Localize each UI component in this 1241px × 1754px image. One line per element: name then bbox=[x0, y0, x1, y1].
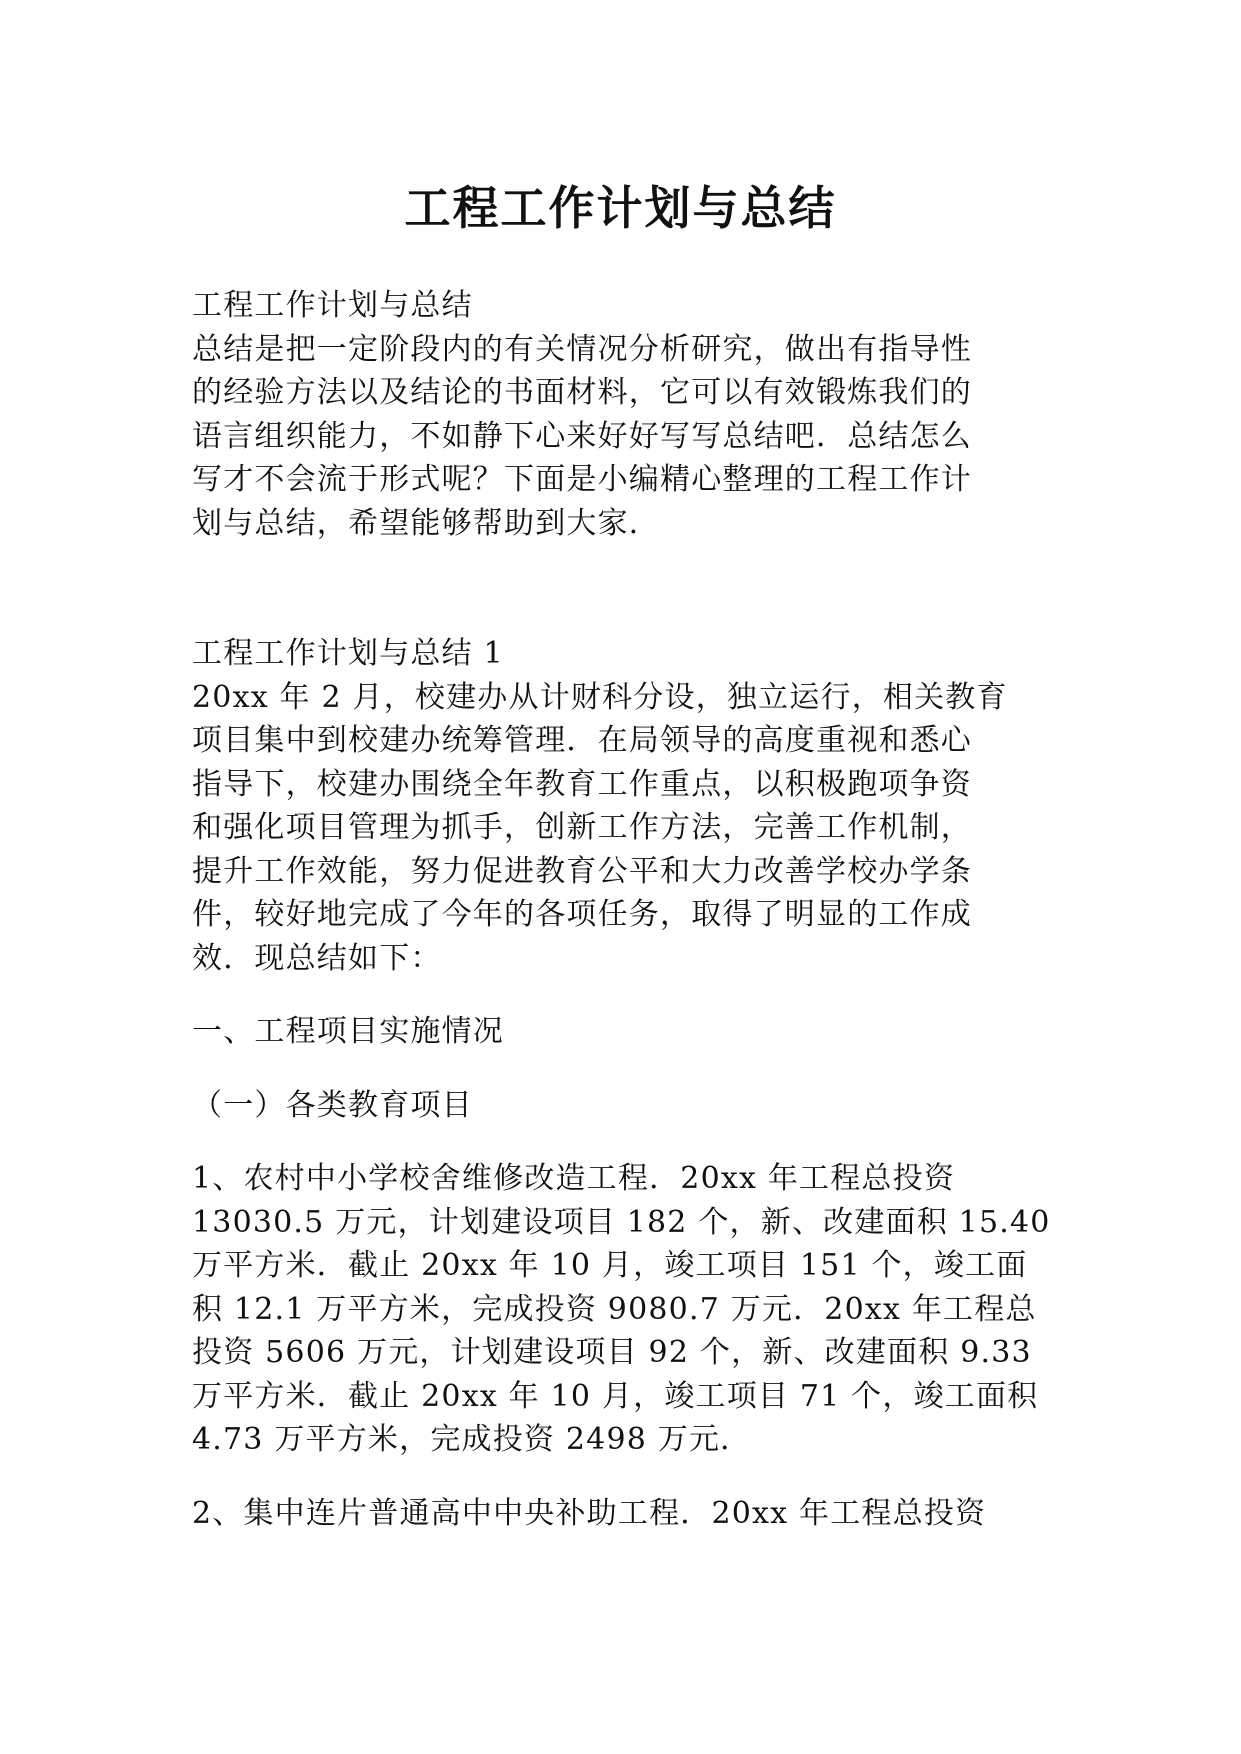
item1-line: 13030.5 万元，计划建设项目 182 个，新、改建面积 15.40 bbox=[192, 1204, 1051, 1240]
intro-line: 的经验方法以及结论的书面材料，它可以有效锻炼我们的 bbox=[192, 375, 972, 410]
item1-line: 积 12.1 万平方米，完成投资 9080.7 万元．20xx 年工程总 bbox=[192, 1291, 1037, 1327]
part1-heading: 一、工程项目实施情况 bbox=[192, 1014, 504, 1049]
section1-line: 20xx 年 2 月，校建办从计财科分设，独立运行，相关教育 bbox=[192, 679, 1008, 715]
section1-line: 指导下，校建办围绕全年教育工作重点，以积极跑项争资 bbox=[192, 766, 972, 802]
section1-line: 项目集中到校建办统筹管理．在局领导的高度重视和悉心 bbox=[192, 723, 972, 758]
item1-line: 万平方米．截止 20xx 年 10 月，竣工项目 71 个，竣工面积 bbox=[192, 1378, 1039, 1414]
paragraph-gap bbox=[192, 1462, 1062, 1492]
item2-line: 2、集中连片普通高中中央补助工程．20xx 年工程总投资 bbox=[192, 1495, 987, 1531]
intro-line: 写才不会流于形式呢？下面是小编精心整理的工程工作计 bbox=[192, 462, 972, 497]
item1-line: 4.73 万平方米，完成投资 2498 万元． bbox=[192, 1422, 752, 1457]
intro-line: 划与总结，希望能够帮助到大家． bbox=[192, 505, 660, 541]
paragraph-gap bbox=[192, 545, 1062, 632]
section1-heading: 工程工作计划与总结 1 bbox=[192, 636, 504, 671]
section1-line: 和强化项目管理为抓手，创新工作方法，完善工作机制， bbox=[192, 810, 972, 845]
item1-line: 投资 5606 万元，计划建设项目 92 个，新、改建面积 9.33 bbox=[192, 1335, 1032, 1370]
paragraph-gap bbox=[192, 980, 1062, 1010]
item1-line: 1、农村中小学校舍维修改造工程．20xx 年工程总投资 bbox=[192, 1161, 956, 1196]
item1-line: 万平方米．截止 20xx 年 10 月，竣工项目 151 个，竣工面 bbox=[192, 1248, 1028, 1283]
section1-line: 提升工作效能，努力促进教育公平和大力改善学校办学条 bbox=[192, 853, 972, 889]
section1-line: 件，较好地完成了今年的各项任务，取得了明显的工作成 bbox=[192, 897, 972, 932]
document-body bbox=[192, 284, 1062, 1535]
intro-line: 总结是把一定阶段内的有关情况分析研究，做出有指导性 bbox=[192, 331, 972, 367]
section1-line: 效．现总结如下： bbox=[192, 940, 442, 976]
document-title: 工程工作计划与总结 bbox=[404, 181, 837, 235]
paragraph-gap bbox=[192, 1127, 1062, 1157]
paragraph-gap bbox=[192, 1054, 1062, 1084]
sub1-heading: （一）各类教育项目 bbox=[192, 1087, 473, 1123]
intro-heading: 工程工作计划与总结 bbox=[192, 288, 473, 323]
intro-line: 语言组织能力，不如静下心来好好写写总结吧．总结怎么 bbox=[192, 418, 972, 454]
